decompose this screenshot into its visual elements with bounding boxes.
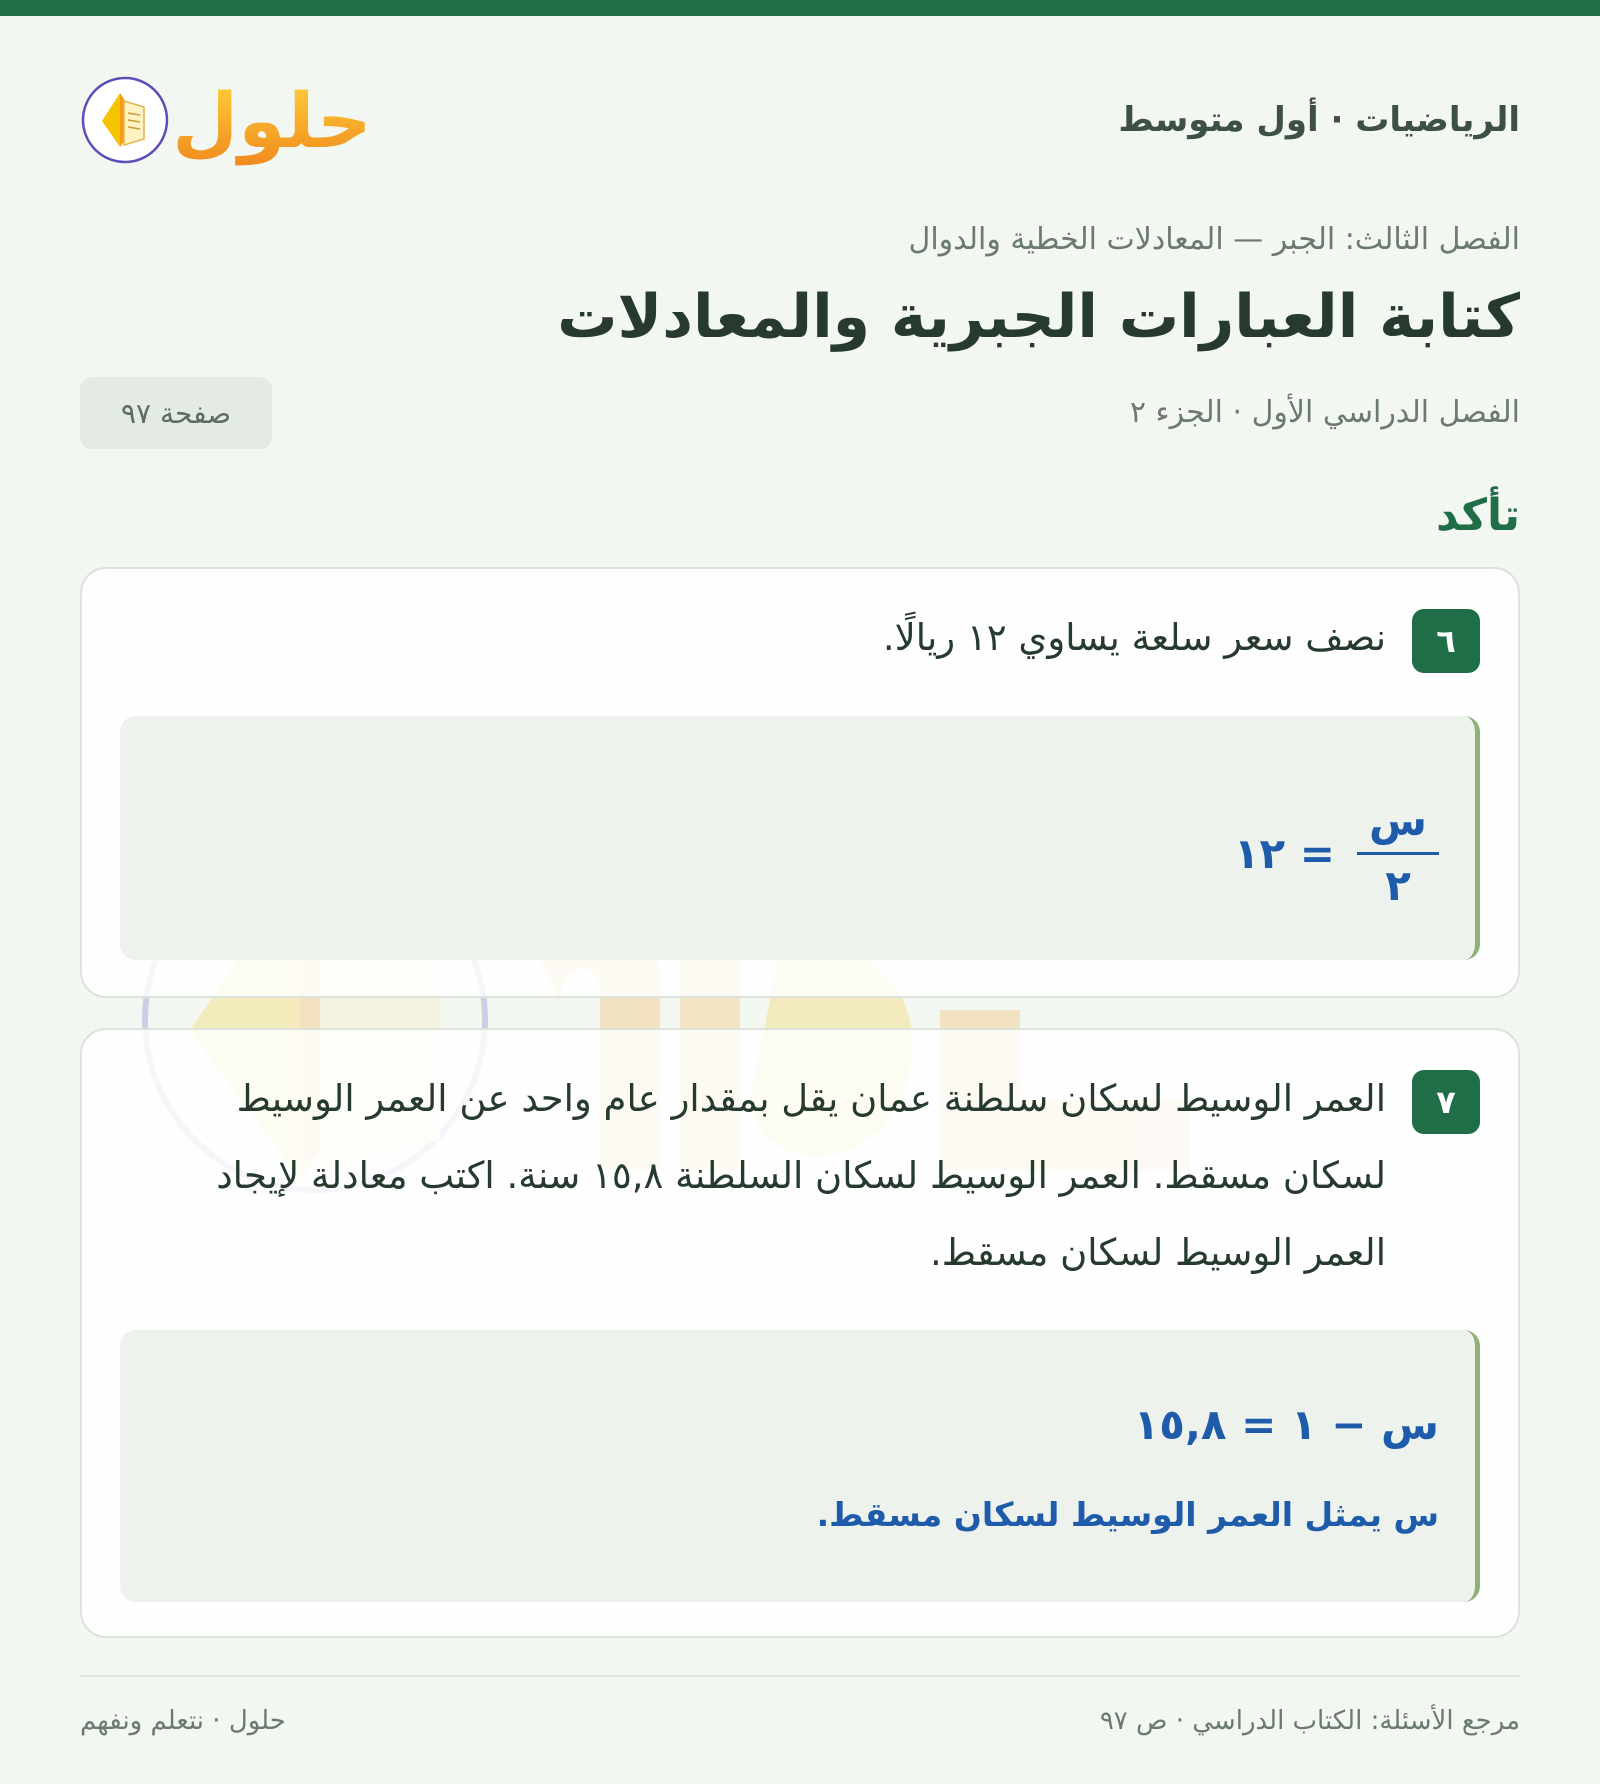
question-card xyxy=(80,1028,1520,1638)
footer-brand[interactable]: حلول · نتعلم ونفهم xyxy=(80,1706,286,1736)
answer-box xyxy=(120,1330,1480,1602)
book-icon xyxy=(80,75,170,165)
chapter-label: الفصل الثالث: الجبر — المعادلات الخطية والدوال xyxy=(908,222,1520,257)
site-logo[interactable] xyxy=(80,65,372,175)
question-text: العمر الوسيط لسكان سلطنة عمان يقل بمقدار عام واحد عن العمر الوسيط لسكان مسقط. العمر الوسيط لسكان السلطنة ١٥,٨ سنة. اكتب معادلة لإيجاد العمر الوسيط لسكان مسقط. xyxy=(216,1077,1386,1274)
question-text: نصف سعر سلعة يساوي ١٢ ريالًا. xyxy=(882,616,1386,659)
answer-box xyxy=(120,716,1480,960)
answer-note: س يمثل العمر الوسيط لسكان مسقط. xyxy=(816,1495,1439,1534)
page-header xyxy=(80,60,1520,180)
section-title: تأكد xyxy=(1435,490,1520,541)
svg-text:حلول: حلول xyxy=(172,76,372,165)
footer-divider xyxy=(80,1675,1520,1677)
logo-wordmark xyxy=(172,65,372,175)
question-card xyxy=(80,567,1520,998)
question-number: ٦ xyxy=(1412,609,1480,673)
fraction-denominator: ٢ xyxy=(1385,861,1411,910)
equation-rest: = ١٢ xyxy=(1233,828,1335,878)
footer-reference: مرجع الأسئلة: الكتاب الدراسي · ص ٩٧ xyxy=(1099,1706,1520,1736)
answer-equation xyxy=(1234,796,1439,911)
page-title: كتابة العبارات الجبرية والمعادلات xyxy=(557,282,1520,352)
breadcrumb: الرياضيات · أول متوسط xyxy=(1118,100,1520,140)
answer-equation: س − ١ = ١٥,٨ xyxy=(1133,1400,1439,1449)
semester-label: الفصل الدراسي الأول · الجزء ٢ xyxy=(1129,395,1520,430)
fraction-numerator: س xyxy=(1369,796,1427,845)
page-number-badge: صفحة ٩٧ xyxy=(80,377,272,449)
fraction xyxy=(1357,796,1439,911)
top-accent-bar xyxy=(0,0,1600,16)
fraction-bar xyxy=(1357,852,1439,855)
question-number: ٧ xyxy=(1412,1070,1480,1134)
